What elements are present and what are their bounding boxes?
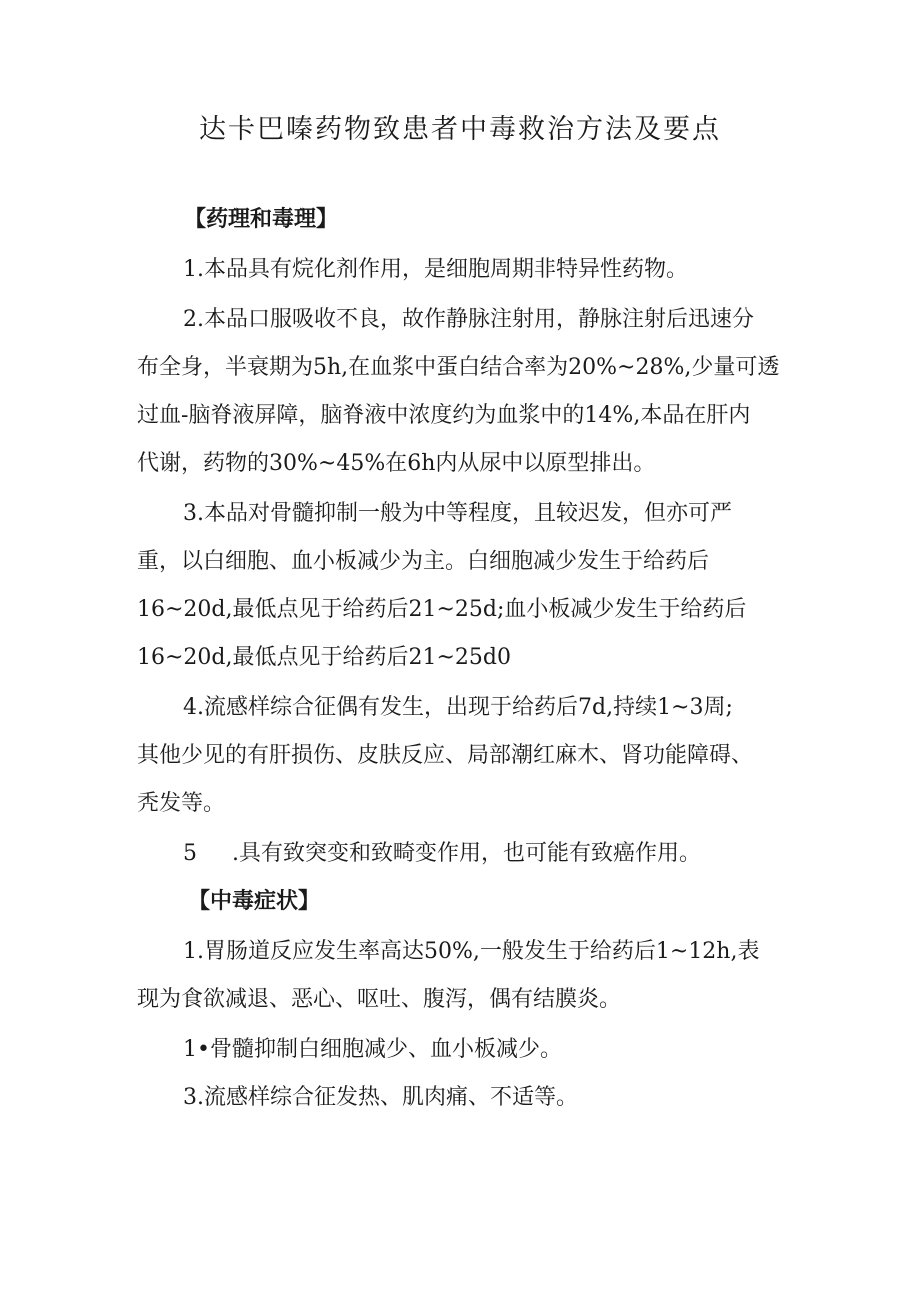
paragraph-line: 2.本品口服吸收不良，故作静脉注射用，静脉注射后迅速分 [183,307,754,332]
paragraph-line: 代谢，药物的30%~45%在6h内从尿中以原型排出。 [137,451,656,476]
paragraph-line: 1•骨髓抑制白细胞减少、血小板减少。 [183,1037,562,1062]
paragraph-line: 其他少见的有肝损伤、皮肤反应、局部潮红麻木、肾功能障碍、 [137,743,754,768]
section-heading-symptoms: 【中毒症状】 [188,889,321,914]
paragraph-line: 秃发等。 [137,791,226,816]
paragraph-line: 1.本品具有烷化剂作用，是细胞周期非特异性药物。 [183,257,688,282]
paragraph-line: 4.流感样综合征偶有发生，出现于给药后7d,持续1~3周; [183,695,733,720]
paragraph-line: 布全身，半衰期为5h,在血浆中蛋白结合率为20%~28%,少量可透 [137,355,780,380]
document-title: 达卡巴嗪药物致患者中毒救治方法及要点 [199,114,721,145]
paragraph-line: 3.流感样综合征发热、肌肉痛、不适等。 [183,1085,578,1110]
paragraph-line: 过血-脑脊液屏障，脑脊液中浓度约为血浆中的14%,本品在肝内 [137,403,751,428]
paragraph-line: 5 .具有致突变和致畸变作用，也可能有致癌作用。 [183,841,701,866]
paragraph-line: 重，以白细胞、血小板减少为主。白细胞减少发生于给药后 [137,549,710,574]
paragraph-line: 16~20d,最低点见于给药后21~25d0 [137,645,512,670]
section-heading-pharmacology: 【药理和毒理】 [184,207,339,232]
paragraph-line: 1.胃肠道反应发生率高达50%,一般发生于给药后1~12h,表 [183,939,760,964]
paragraph-line: 16~20d,最低点见于给药后21~25d;血小板减少发生于给药后 [137,597,747,622]
paragraph-line: 3.本品对骨髓抑制一般为中等程度，且较迟发，但亦可严 [183,501,732,526]
paragraph-line: 现为食欲减退、恶心、呕吐、腹泻，偶有结膜炎。 [137,987,622,1012]
